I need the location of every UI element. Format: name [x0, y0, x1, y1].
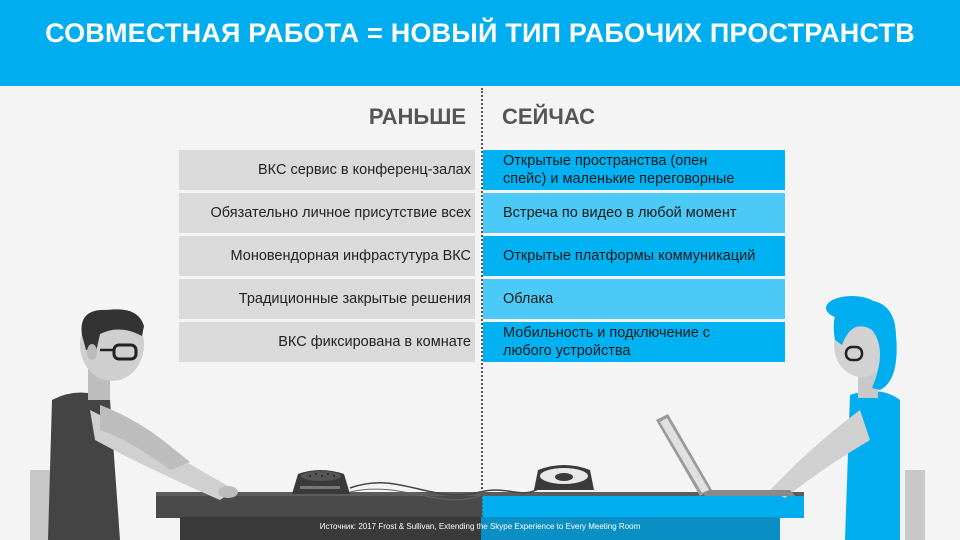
row-before-3	[179, 236, 475, 276]
row-now-text: Встреча по видео в любой момент	[503, 205, 737, 221]
row-before-1	[179, 150, 475, 190]
row-now-text	[503, 152, 734, 188]
row-before-text: ВКС сервис в конференц-залах	[258, 162, 471, 178]
row-now-text	[503, 324, 710, 360]
row-before-text: Традиционные закрытые решения	[238, 291, 471, 307]
column-title-before: РАНЬШЕ	[368, 104, 466, 129]
row-now-text: Открытые платформы коммуникаций	[503, 248, 756, 264]
row-before-text: Обязательно личное присутствие всех	[210, 205, 471, 221]
row-now-3	[483, 236, 785, 276]
row-now-line2: спейс) и маленькие переговорные	[503, 171, 735, 187]
conference-phone-light-icon	[534, 465, 594, 490]
row-now-line1: Открытые пространства (опен	[503, 153, 708, 169]
row-now-4	[483, 279, 785, 319]
row-now-1	[483, 150, 785, 190]
row-before-5	[179, 322, 475, 362]
row-before-2	[179, 193, 475, 233]
row-now-5	[483, 322, 785, 362]
column-title-now: СЕЙЧАС	[502, 104, 596, 129]
row-now-2	[483, 193, 785, 233]
row-before-4	[179, 279, 475, 319]
conference-phone-dark-icon	[292, 470, 350, 494]
row-before-text: Моновендорная инфрастутура ВКС	[230, 248, 471, 264]
source-caption: Источник: 2017 Frost & Sullivan, Extending the Skype Experience to Every Meeting Room	[319, 522, 641, 531]
row-now-text: Облака	[503, 291, 554, 307]
page-title: СОВМЕСТНАЯ РАБОТА = НОВЫЙ ТИП РАБОЧИХ ПРОСТРАНСТВ	[45, 18, 915, 48]
row-before-text: ВКС фиксирована в комнате	[278, 334, 471, 350]
row-now-line2: любого устройства	[503, 343, 631, 359]
row-now-line1: Мобильность и подключение с	[503, 325, 711, 341]
